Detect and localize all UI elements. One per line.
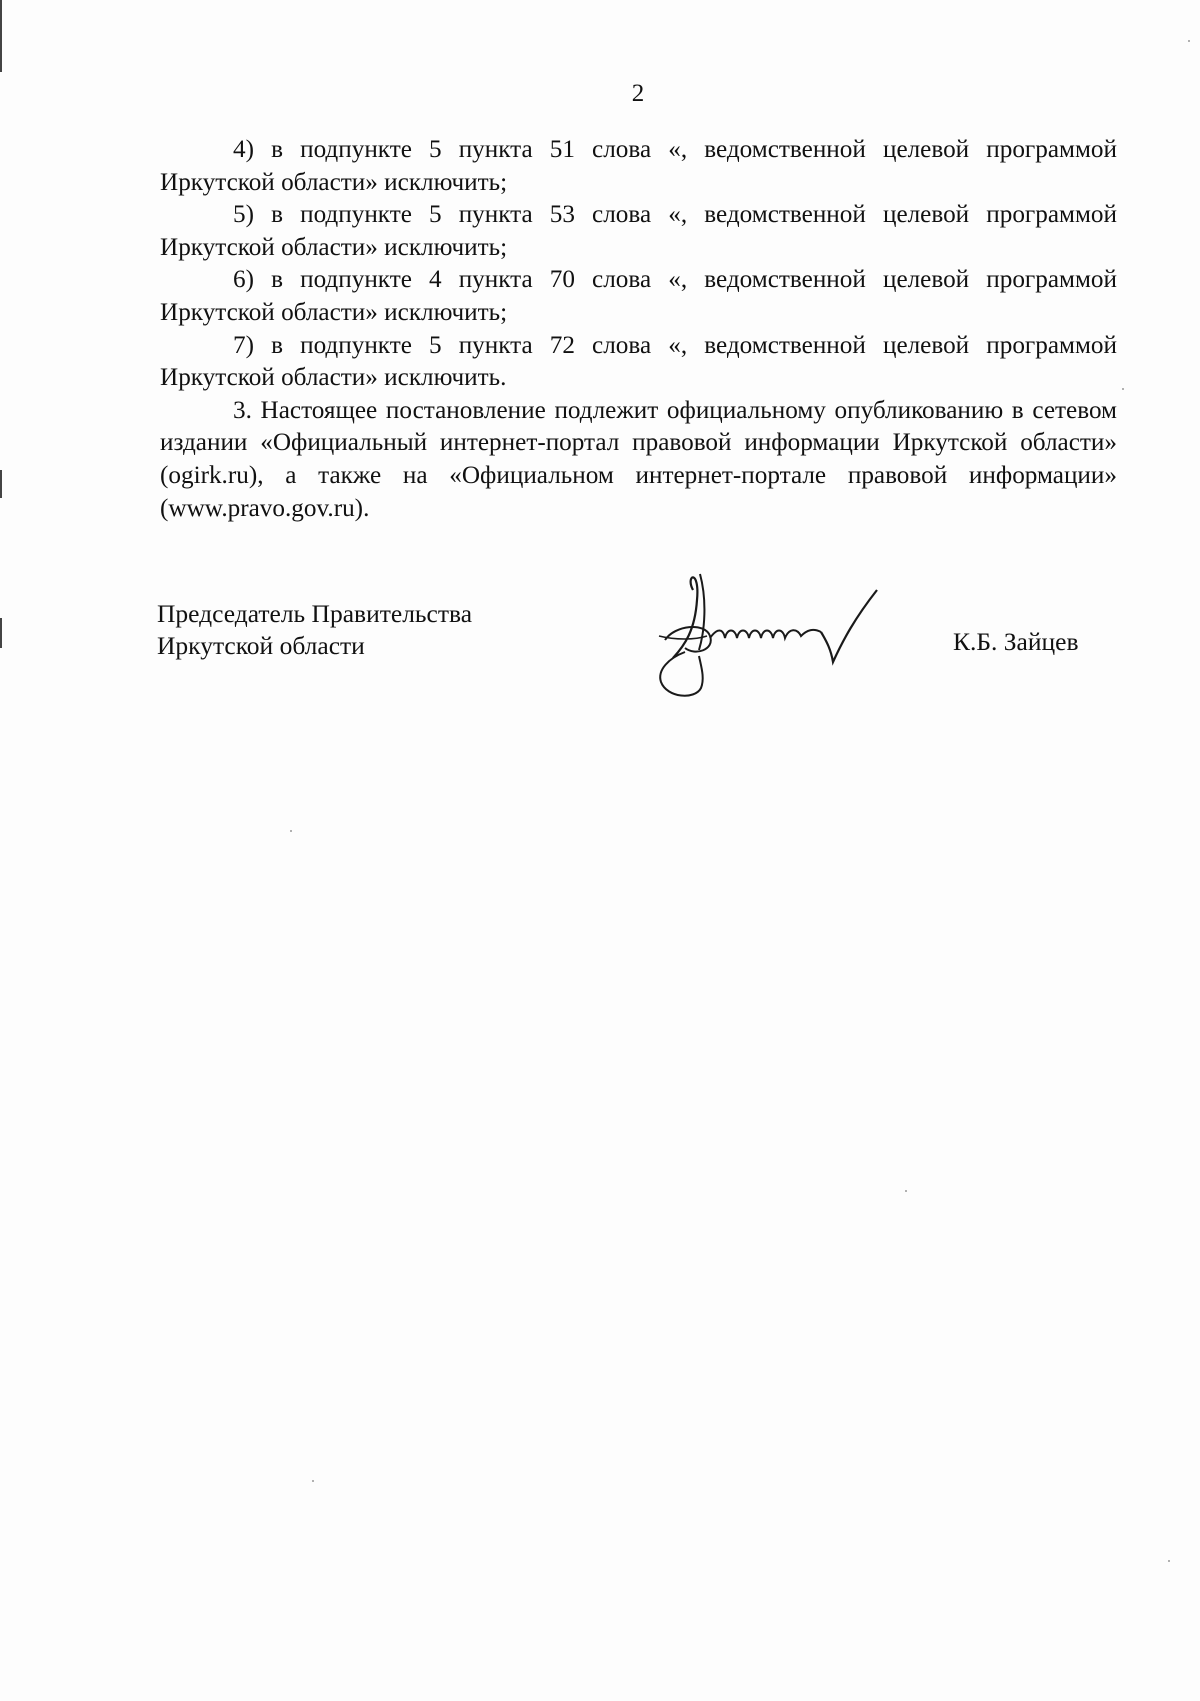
list-item-continuation: Иркутской области» исключить.: [160, 364, 507, 392]
signatory-position: [157, 598, 472, 662]
scan-speck: [1122, 388, 1124, 390]
signatory-position-line1: Председатель Правительства: [157, 599, 473, 628]
scan-speck: [905, 1190, 907, 1192]
document-body: [160, 134, 1117, 525]
scan-speck: [1188, 40, 1190, 42]
page-number: 2: [631, 80, 645, 107]
scan-edge-mark: [0, 470, 2, 498]
list-item: 6) в подпункте 4 пункта 70 слова «, ведомственной целевой программой: [233, 266, 1117, 294]
scan-speck: [312, 1480, 314, 1482]
scan-speck: [290, 830, 292, 832]
scan-edge-mark: [0, 0, 2, 72]
list-item-continuation: Иркутской области» исключить;: [160, 298, 508, 326]
list-item: 5) в подпункте 5 пункта 53 слова «, ведомственной целевой программой: [233, 201, 1117, 229]
list-item: 7) в подпункте 5 пункта 72 слова «, ведомственной целевой программой: [233, 331, 1117, 359]
signatory-position-line2: Иркутской области: [157, 631, 365, 660]
list-item-line1: 4) в подпункте 5 пункта 51 слова «, ведомственной целевой программой: [233, 136, 1117, 163]
list-item-continuation: Иркутской области» исключить;: [160, 168, 508, 196]
scan-edge-mark: [0, 618, 2, 648]
list-item-continuation: Иркутской области» исключить;: [160, 233, 508, 261]
handwritten-signature: [655, 570, 895, 705]
scan-speck: [1168, 1560, 1170, 1562]
publication-paragraph: 3. Настоящее постановление подлежит официальному опубликованию в сетевом издании «Официальный интернет-портал правовой информации Иркутской области» (ogirk.ru), а также на «Официальном интернет-портале правовой информации» (www.pravo.gov.ru).: [160, 396, 1117, 522]
list-item: [160, 134, 1117, 167]
signatory-name: К.Б. Зайцев: [953, 627, 1079, 656]
